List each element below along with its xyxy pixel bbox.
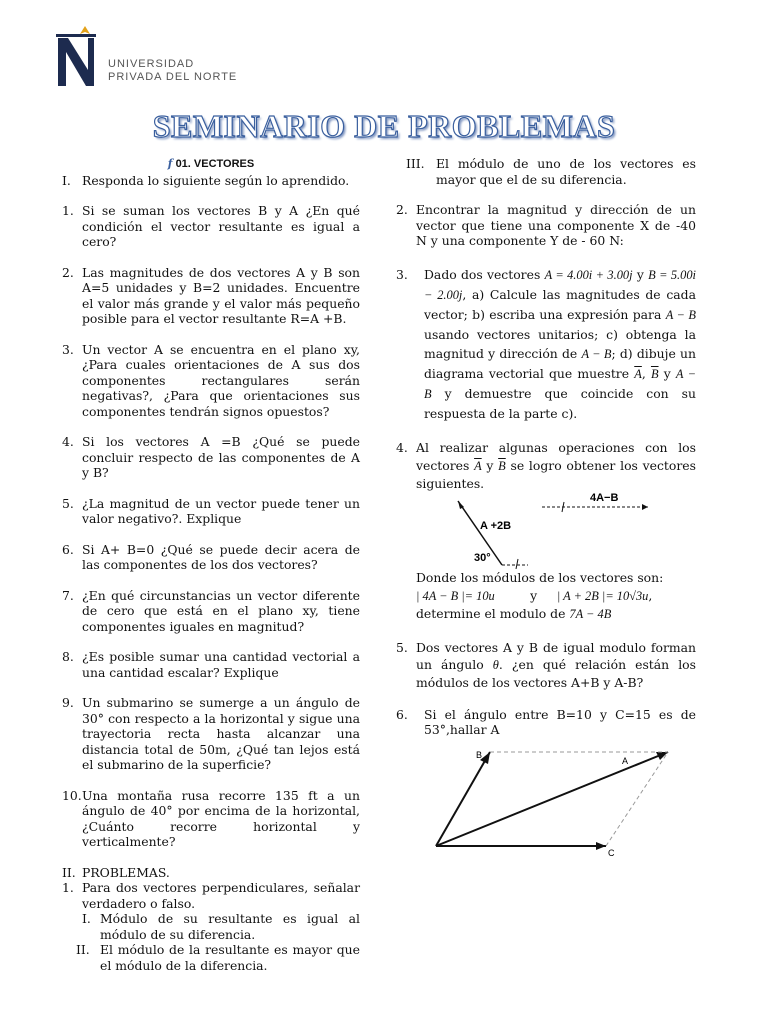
question-item: [62, 542, 360, 573]
item-text: usando vectores unitarios; c) obtenga la magnitud y dirección de: [424, 326, 696, 361]
vector-b-symbol: $\overline{B}$: [650, 366, 659, 381]
item-number: 5.: [62, 495, 74, 511]
item-text: El módulo de uno de los vectores es mayor que el de su diferencia.: [436, 156, 696, 187]
arrow-head-icon: [596, 842, 606, 850]
item-number: III.: [406, 156, 425, 171]
question-item: [62, 649, 360, 680]
problem-item: 4. Al realizar algunas operaciones con los vectores $\overline{A}$ y $\overline{B}$ se logro obtener los vectores siguientes.: [396, 439, 696, 491]
item-number: 6.: [62, 541, 74, 557]
item-text: Al realizar algunas operaciones con los vectores: [416, 439, 696, 473]
a-minus-b-expression: A − B: [581, 346, 612, 361]
item-number: II.: [62, 864, 76, 880]
item-text: Las magnitudes de dos vectores A y B son A=5 unidades y B=2 unidades. Encuentre el valor más grande y el valor más pequeño posible para el vector resultante R=A +B.: [82, 264, 360, 326]
a-minus-b-expression: A − B: [424, 366, 696, 401]
a-minus-b-expression: A − B: [665, 307, 696, 322]
item-number: 4.: [396, 439, 408, 455]
page-title: SEMINARIO DE PROBLEMAS: [152, 108, 616, 144]
problem-item: [396, 202, 696, 249]
vector-b-equation: B = 5.00i − 2.00j: [424, 267, 696, 302]
sub-item: [62, 942, 360, 973]
item-text: Módulo de su resultante es igual al módulo de su diferencia.: [100, 911, 360, 942]
item-text: Si A+ B=0 ¿Qué se puede decir acera de las componentes de los dos vectores?: [82, 541, 360, 572]
section-label: 01. VECTORES: [175, 158, 255, 170]
question-item: [62, 265, 360, 327]
item-number: 3.: [396, 266, 408, 282]
dashed-edge: [606, 752, 668, 846]
label-b: B: [476, 749, 483, 760]
item-text: Responda lo siguiente según lo aprendido.: [82, 172, 350, 188]
vector-figure: [452, 493, 652, 569]
item-number: 10.: [62, 787, 82, 803]
vector-b-symbol: $\overline{B}$: [498, 458, 506, 473]
item-text: Encontrar la magnitud y dirección de un vector que tiene una componente X de -40 N y una componente Y de - 60 N:: [416, 202, 696, 248]
item-text: ; d) dibuje un diagrama vectorial que muestre: [424, 345, 696, 381]
item-number: II.: [76, 942, 90, 957]
item-number: 2.: [396, 202, 408, 217]
sub-item: [396, 156, 696, 187]
item-text: Un vector A se encuentra en el plano xy, ¿Para cuales orientaciones de A sus dos componentes rectangulares serán negativas?, ¿Para que orientaciones sus componentes tendrán signos opuestos?: [82, 341, 360, 419]
logo-line2: PRIVADA DEL NORTE: [108, 71, 238, 83]
item-text: Si los vectores A =B ¿Qué se puede concluir respecto de las componentes de A y B?: [82, 434, 360, 480]
item-number: 6.: [396, 706, 408, 722]
item-text: Donde los módulos de los vectores son:: [416, 569, 664, 585]
question-item: [62, 695, 360, 773]
fig-label-a-plus-2b: A +2B: [480, 519, 512, 532]
item-text: Un submarino se sumerge a un ángulo de 30° con respecto a la horizontal y sigue una trayectoria recta hasta alcanzar una distancia total de 50m, ¿Qué tan lejos está el submarino de la superficie?: [82, 695, 360, 772]
question-item: [62, 788, 360, 850]
item-text: , a) Calcule las magnitudes de cada vector; b) escriba una expresión para: [424, 286, 696, 322]
magnitude-equation: | 4A − B |= 10u: [416, 588, 495, 603]
question-item: [62, 434, 360, 481]
section-heading: [62, 156, 360, 173]
problem-item-continued: Donde los módulos de los vectores son: | 4A − B |= 10u y | A + 2B |= 10√3u, determine el modulo de 7A − 4B: [416, 569, 664, 621]
item-text: PROBLEMAS.: [82, 864, 170, 880]
item-text: determine el modulo de: [416, 605, 566, 621]
logo-line1: UNIVERSIDAD: [108, 58, 195, 70]
part-two-heading: [62, 865, 360, 881]
question-item: [62, 588, 360, 635]
fig-label-4a-minus-b: 4A−B: [590, 492, 619, 504]
right-column: [396, 156, 696, 858]
item-text: Para dos vectores perpendiculares, señalar verdadero o falso.: [82, 880, 360, 911]
item-text: ¿Es posible sumar una cantidad vectorial a una cantidad escalar? Explique: [82, 649, 360, 680]
item-text: Si se suman los vectores B y A ¿En qué condición el vector resultante es igual a cero?: [82, 203, 360, 249]
tick-mark: [516, 559, 518, 569]
arrow-head-icon: [642, 504, 648, 510]
university-logo: [52, 24, 252, 90]
theta-symbol: θ: [492, 657, 499, 672]
item-text: Dado dos vectores: [424, 266, 541, 282]
item-text: y demuestre que coincide con su respuesta de la parte c).: [424, 385, 696, 421]
vector-a-symbol: $\overline{A}$: [474, 458, 482, 473]
conjunction-text: y: [530, 587, 538, 603]
item-text: ¿La magnitud de un vector puede tener un valor negativo?. Explique: [82, 495, 360, 526]
parallelogram-figure: [432, 738, 702, 858]
target-expression: 7A − 4B: [569, 606, 612, 621]
vector-a-equation: A = 4.00i + 3.00j: [544, 267, 633, 282]
problem-item: [62, 880, 360, 911]
part-one-heading: [62, 173, 360, 189]
label-a: A: [622, 755, 629, 766]
item-number: 7.: [62, 587, 74, 603]
item-text: ¿En qué circunstancias un vector diferente de cero que está en el plano xy, tiene componentes iguales en magnitud?: [82, 587, 360, 634]
problem-item: 3. Dado dos vectores A = 4.00i + 3.00j y B = 5.00i − 2.00j, a) Calcule las magnitudes de cada vector; b) escriba una expresión para A − B usando vectores unitarios; c) obtenga la magnitud y dirección de A − B; d) dibuje un diagrama vectorial que muestre $\overline{A}$, $\overline{B}$ y A − B y demuestre que coincide con su respuesta de la parte c).: [396, 266, 696, 421]
problem-item: [396, 639, 696, 691]
fig-angle-label: 30°: [474, 551, 491, 564]
question-item: [62, 342, 360, 420]
vector-a-line: [436, 749, 668, 846]
item-number: 3.: [62, 341, 74, 357]
vector-b-line: [436, 749, 490, 846]
item-text: se logro obtener los vectores siguientes.: [416, 457, 696, 491]
left-column: [62, 156, 360, 973]
label-c: C: [608, 847, 615, 858]
item-text: Dos vectores A y B de igual modulo forman un ángulo: [416, 639, 696, 672]
item-text: El módulo de la resultante es mayor que el módulo de la diferencia.: [100, 942, 360, 973]
item-number: 2.: [62, 264, 74, 280]
item-number: 9.: [62, 695, 74, 710]
item-number: 4.: [62, 434, 74, 449]
question-item: [62, 496, 360, 527]
sub-item: [62, 911, 360, 942]
function-icon: f: [167, 157, 173, 170]
item-text: . ¿en qué relación están los módulos de los vectores A+B y A-B?: [416, 656, 696, 690]
item-text: Una montaña rusa recorre 135 ft a un ángulo de 40° por encima de la horizontal, ¿Cuánto recorre horizontal y verticalmente?: [82, 787, 360, 849]
item-number: 8.: [62, 649, 74, 664]
vector-a-symbol: $\overline{A}$: [634, 366, 642, 381]
item-number: 5.: [396, 639, 408, 655]
item-number: 1.: [62, 203, 74, 218]
problem-item: [396, 707, 696, 738]
magnitude-equation: | A + 2B |= 10√3u: [556, 588, 649, 603]
item-text: Si el ángulo entre B=10 y C=15 es de 53°,hallar A: [424, 706, 696, 737]
question-item: [62, 203, 360, 250]
item-number: I.: [82, 911, 91, 926]
conjunction-text: y: [636, 266, 644, 282]
logo-text: [108, 58, 237, 84]
item-number: I.: [62, 172, 71, 188]
item-number: 1.: [62, 880, 74, 895]
unp-logo-icon: [52, 24, 112, 90]
